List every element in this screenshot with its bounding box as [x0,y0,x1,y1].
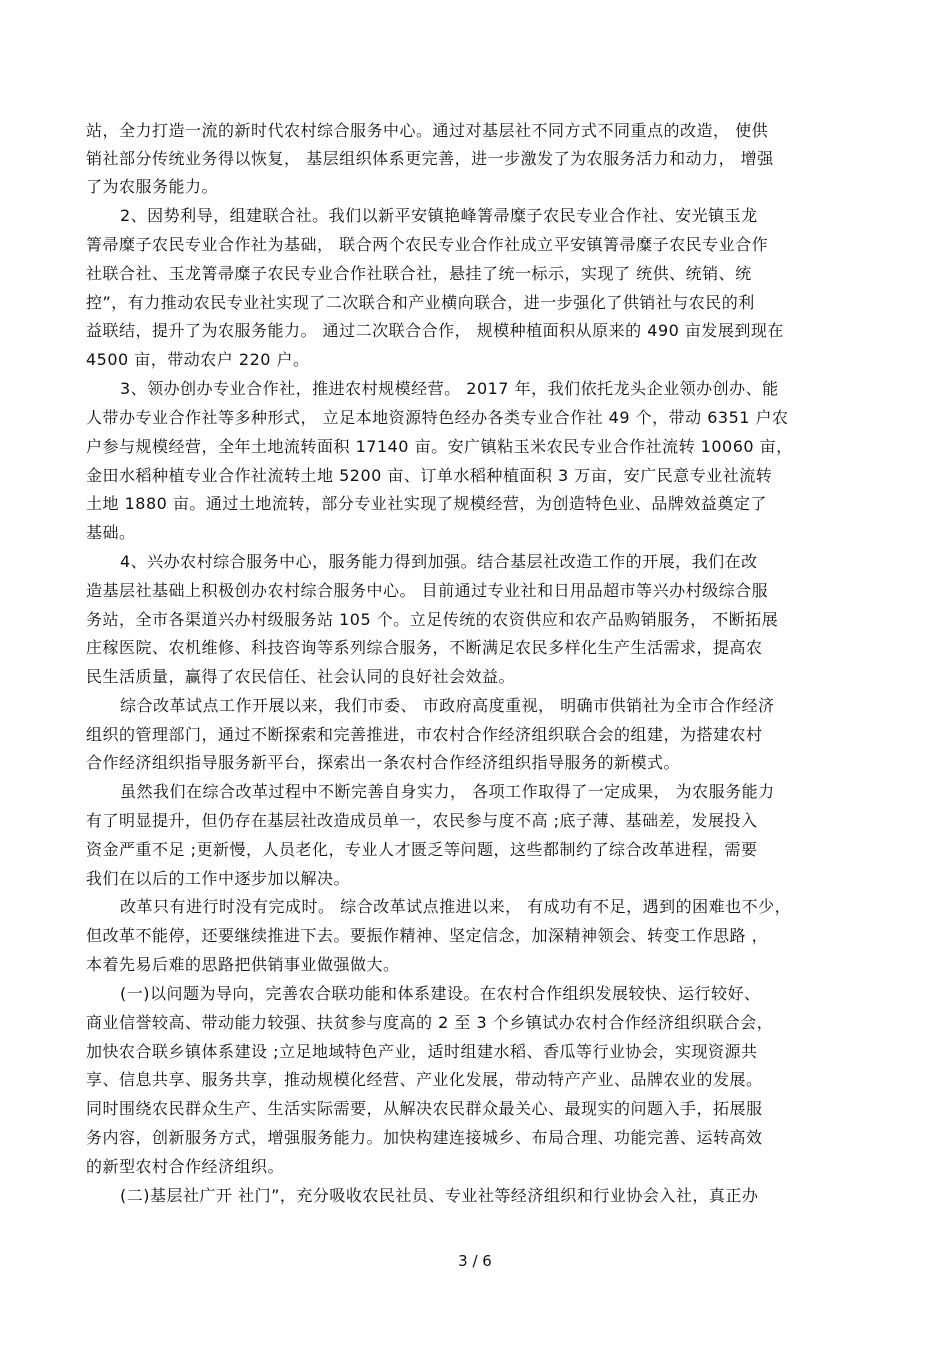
text-line: 的新型农村合作经济组织。 [86,1157,285,1176]
text-line: 合作经济组织指导服务新平台，探索出一条农村合作经济组织指导服务的新模式。 [86,753,681,772]
text-line: 我们在以后的工作中逐步加以解决。 [86,869,351,888]
text-line: 改革只有进行时没有完成时。 综合改革试点推进以来， 有成功有不足，遇到的困难也不少， [120,897,792,916]
text-line: 商业信誉较高、带动能力较强、扶贫参与度高的 2 至 3 个乡镇试办农村合作经济组织联合会， [86,1013,774,1032]
text-line: 土地 1880 亩。通过土地流转，部分专业社实现了规模经营，为创造特色业、品牌效益奠定了 [86,494,767,513]
text-line: 同时围绕农民群众生产、生活实际需要，从解决农民群众最关心、最现实的问题入手，拓展服 [86,1099,763,1118]
text-line: 控”，有力推动农民专业社实现了二次联合和产业横向联合，进一步强化了供销社与农民的利 [86,293,755,312]
text-line: 站，全力打造一流的新时代农村综合服务中心。通过对基层社不同方式不同重点的改造， 使供 [86,121,769,140]
text-line: 箐帚糜子农民专业合作社为基础， 联合两个农民专业合作社成立平安镇箐帚糜子农民专业合作 [86,235,769,254]
text-line: 造基层社基础上积极创办农村综合服务中心。 目前通过专业社和日用品超市等兴办村级综合服 [86,581,769,600]
text-line: 但改革不能停，还要继续推进下去。要振作精神、坚定信念，加深精神领会、转变工作思路 ， [86,926,769,945]
text-line: 民生活质量，赢得了农民信任、社会认同的良好社会效益。 [86,667,516,686]
text-line: 销社部分传统业务得以恢复， 基层组织体系更完善，进一步激发了为农服务活力和动力， 增强 [86,149,774,168]
text-line: 基础。 [86,523,136,542]
text-line: 虽然我们在综合改革过程中不断完善自身实力， 各项工作取得了一定成果， 为农服务能力 [120,782,775,801]
text-line: 社联合社、玉龙箐帚糜子农民专业合作社联合社，悬挂了统一标示，实现了 统供、统销、统 [86,264,752,283]
text-line: 益联结，提升了为农服务能力。 通过二次联合合作， 规模种植面积从原来的 490 亩发展到现在 [86,321,784,340]
text-line: 有了明显提升，但仍存在基层社改造成员单一，农民参与度不高 ;底子薄、基础差，发展投入 [86,811,758,830]
text-line: 庄稼医院、农机维修、科技咨询等系列综合服务，不断满足农民多样化生产生活需求，提高农 [86,638,763,657]
text-line: (一)以问题为导向，完善农合联功能和体系建设。在农村合作组织发展较快、运行较好、 [120,984,761,1003]
text-line: 加快农合联乡镇体系建设 ;立足地域特色产业，适时组建水稻、香瓜等行业协会，实现资源共 [86,1042,758,1061]
text-line: (二)基层社广开 社门”，充分吸收农民社员、专业社等经济组织和行业协会入社，真正办 [120,1186,759,1205]
page-number: 3 / 6 [458,1252,492,1270]
text-line: 资金严重不足 ;更新慢，人员老化，专业人才匮乏等问题，这些都制约了综合改革进程，需要 [86,840,758,859]
text-line: 享、信息共享、服务共享，推动规模化经营、产业化发展，带动特产产业、品牌农业的发展。 [86,1070,763,1089]
text-line: 务站，全市各渠道兴办村级服务站 105 个。立足传统的农资供应和农产品购销服务， 不断拓展 [86,610,779,629]
text-line: 2、因势利导，组建联合社。我们以新平安镇艳峰箐帚糜子农民专业合作社、安光镇玉龙 [120,206,758,225]
text-line: 户参与规模经营，全年土地流转面积 17140 亩。安广镇粘玉米农民专业合作社流转 10060 亩， [86,437,793,456]
text-line: 4、兴办农村综合服务中心，服务能力得到加强。结合基层社改造工作的开展，我们在改 [120,552,758,571]
text-line: 组织的管理部门，通过不断探索和完善推进，市农村合作经济组织联合会的组建，为搭建农村 [86,725,763,744]
text-line: 4500 亩，带动农户 220 户。 [86,350,310,369]
text-line: 金田水稻种植专业合作社流转土地 5200 亩、订单水稻种植面积 3 万亩，安广民意专业社流转 [86,466,773,485]
text-line: 3、领办创办专业合作社，推进农村规模经营。 2017 年，我们依托龙头企业领办创办、能 [120,379,779,398]
text-line: 综合改革试点工作开展以来，我们市委、 市政府高度重视， 明确市供销社为全市合作经济 [120,696,775,715]
text-line: 了为农服务能力。 [86,177,219,196]
text-line: 本着先易后难的思路把供销事业做强做大。 [86,955,400,974]
text-line: 人带办专业合作社等多种形式， 立足本地资源特色经办各类专业合作社 49 个，带动 6351 户农 [86,408,789,427]
text-line: 务内容，创新服务方式，增强服务能力。加快构建连接城乡、布局合理、功能完善、运转高效 [86,1128,763,1147]
